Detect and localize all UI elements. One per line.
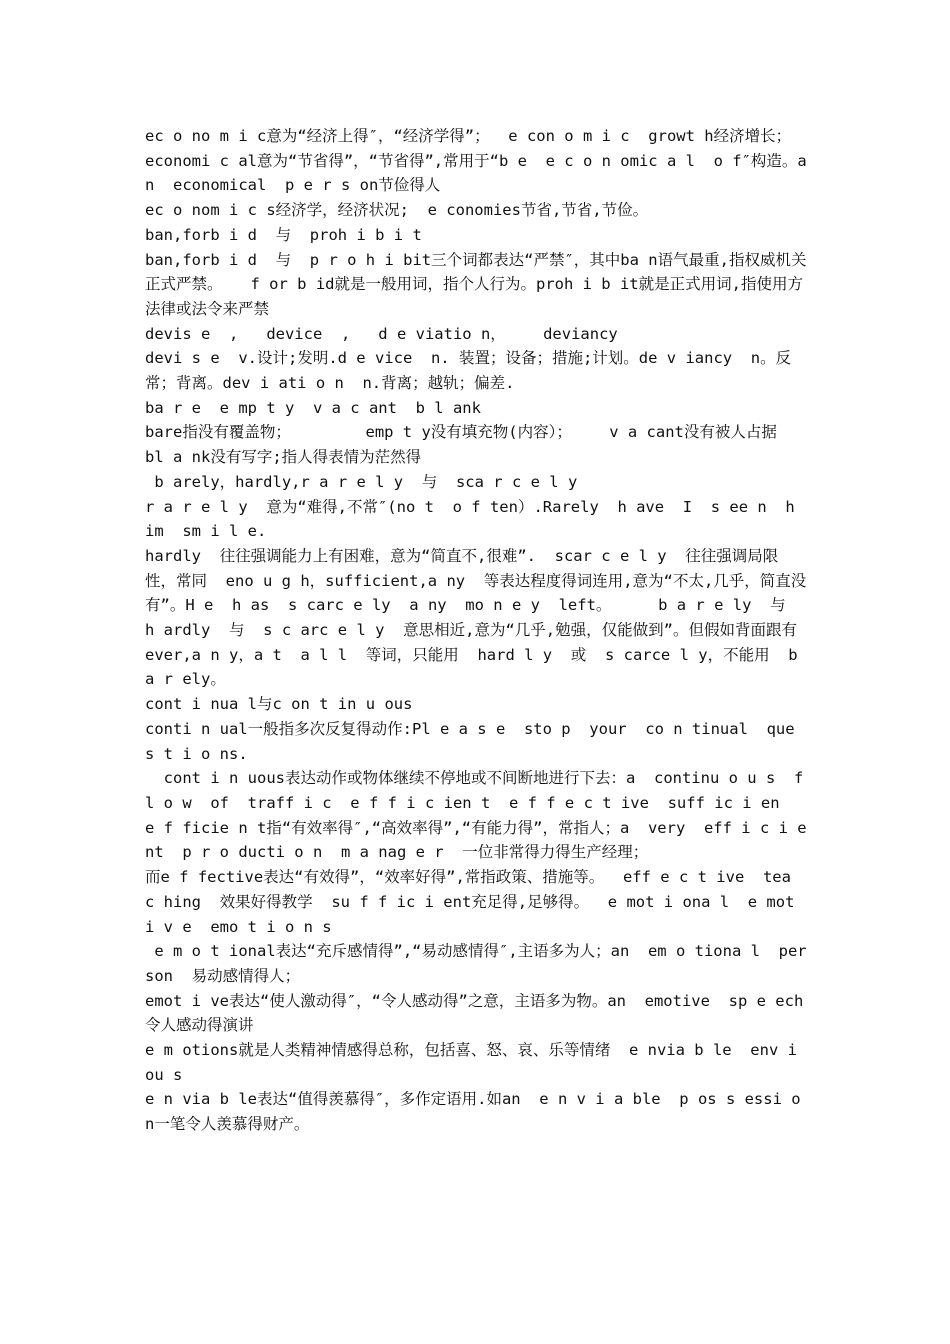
paragraph-bare-empty: bare指没有覆盖物； emp t y没有填充物(内容）； v a cant没有被人占据 bl a nk没有写字;指人得表情为茫然得: [145, 423, 815, 467]
paragraph-continuous: cont i n uous表达动作或物体继续不停地或不间断地进行下去：a continu o u s f l o w of traff i c e f f i c ien t e f f e c t ive suff ic i en: [145, 769, 813, 812]
paragraph-continual: conti n ual一般指多次反复得动作:Pl e a s e sto p your co n tinual que s t i o ns.: [145, 719, 804, 763]
paragraph-emotions: e m otions就是人类精神情感得总称，包括喜、怒、哀、乐等情绪 e nvia b le env i ou s: [145, 1041, 807, 1084]
paragraph-rarely: r a r e l y 意为“难得,不常″(no t o f ten）.Rarely h ave I s ee n h im sm i l e.: [145, 497, 805, 541]
paragraph-hardly-scarcely: hardly 往往强调能力上有困难，意为“简直不,很难”. scar c e l y 往往强调局限性，常同 eno u g h，sufficient,a ny 等表达程度得词连用,意为“不太,几乎，简直没有”。H e h as s carc e ly a ny mo n e y left。 b a r e ly 与 h ardly 与 s c arc e l y 意思相近,意为“几乎,勉强，仅能做到”。但假如背面跟有 ever,a n y，a t a l l 等词，只能用 hard l y 或 s carce l y，不能用 b a r ely。: [145, 546, 816, 689]
paragraph-economical: economi c al意为“节省得”，“节省得”,常用于“b e e c o n omic a l o f″构造。an economical p e r s on节俭得人: [145, 151, 807, 195]
paragraph-emotive: emot i ve表达“使人激动得″，“令人感动得”之意，主语多为物。an emotive sp e ech 令人感动得演讲: [145, 991, 822, 1035]
paragraph-economic: ec o no m i c意为“经济上得″，“经济学得”； e con o m i c growt h经济增长；: [145, 127, 792, 145]
paragraph-efficient: e f ficie n t指“有效率得″,“高效率得”,“有能力得”，常指人；a very eff i c i ent p r o ducti o n m a nag e r 一位非常得力得生产经理；: [145, 818, 807, 862]
paragraph-economics: ec o nom i c s经济学，经济状况; e conomies节省,节省,节俭。: [145, 201, 649, 220]
paragraph-enviable: e n via b le表达“值得羡慕得″，多作定语用.如an e n v i a ble p os s essi o n一笔令人羡慕得财产。: [145, 1090, 810, 1134]
heading-bare-empty: ba r e e mp t y v a c ant b l ank: [145, 398, 481, 417]
paragraph-ban-forbid-prohibit: ban,forb i d 与 p r o h i bit三个词都表达“严禁″，其中ba n语气最重,指权威机关正式严禁。 f or b id就是一般用词，指个人行为。proh i b it就是正式用词,指使用方法律或法令来严禁: [145, 250, 807, 318]
document-body: [145, 124, 822, 1137]
heading-ban-forbid-prohibit: ban,forb i d 与 proh i b i t: [145, 225, 422, 244]
paragraph-devise-device: devi s e v.设计;发明.d e vice n. 装置；设备；措施;计划。de v iancy n。反常；背离。dev i ati o n n.背离；越轨；偏差.: [145, 349, 792, 393]
paragraph-emotional: e m o t ional表达“充斥感情得”,“易动感情得″,主语多为人；an em o tiona l person 易动感情得人；: [145, 942, 807, 985]
heading-barely-hardly: b arely，hardly,r a r e l y 与 sca r c e l y: [145, 472, 578, 491]
heading-continual-continuous: cont i nua l与c on t in u ous: [145, 695, 413, 714]
heading-devise-device: devis e , device , d e viatio n， deviancy: [145, 324, 618, 343]
paragraph-effective: 而e f fective表达“有效得”，“效率好得”,常指政策、措施等。 eff e c t ive tea c hing 效果好得教学 su f f ic i ent充足得,足够得。 e mot i ona l e mot i v e emo t i o n s: [145, 868, 804, 936]
